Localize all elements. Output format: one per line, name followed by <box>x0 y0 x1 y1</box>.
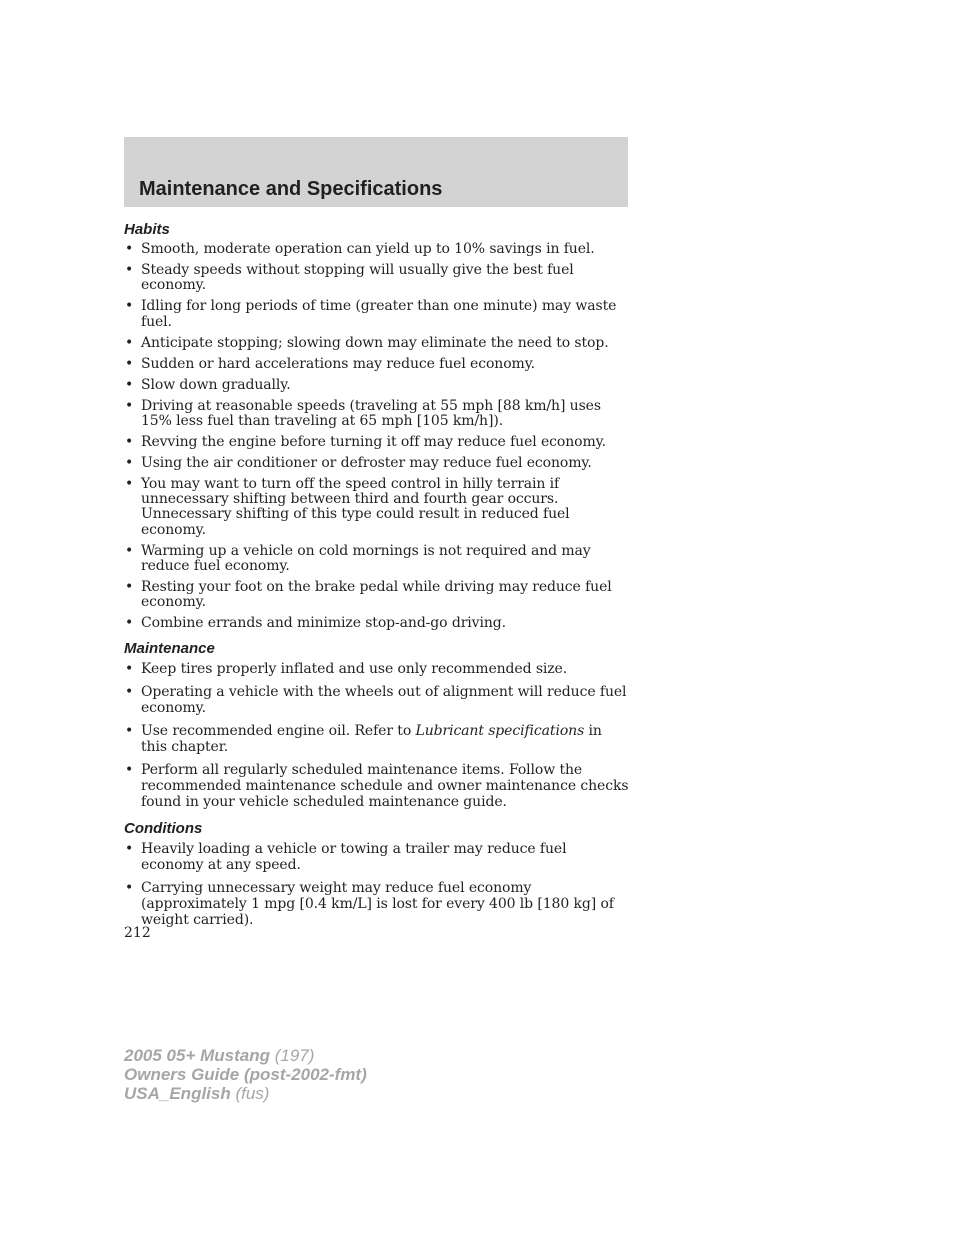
footer-line-model: 2005 05+ Mustang (197) <box>124 1046 315 1065</box>
list-item: • Resting your foot on the brake pedal while driving may reduce fuel economy. <box>124 580 630 611</box>
list-item: • You may want to turn off the speed control in hilly terrain if unnecessary shifting between third and fourth gear occurs. Unnecessary shifting of this type could result in reduced fuel economy. <box>124 477 630 538</box>
footer-line-locale: USA_English (fus) <box>124 1084 270 1103</box>
lubricant-specifications-reference: Lubricant specifications <box>415 723 585 740</box>
habits-heading: Habits <box>124 221 170 238</box>
list-item: • Anticipate stopping; slowing down may eliminate the need to stop. <box>124 336 630 351</box>
list-item: • Operating a vehicle with the wheels out of alignment will reduce fuel economy. <box>124 684 630 716</box>
section-header-band <box>124 137 628 207</box>
list-item-oil <box>124 723 630 755</box>
page-number: 212 <box>124 925 151 941</box>
list-item: • Slow down gradually. <box>124 378 630 393</box>
list-item: • Using the air conditioner or defroster may reduce fuel economy. <box>124 456 630 471</box>
footer-line-guide: Owners Guide (post-2002-fmt) <box>124 1065 367 1084</box>
list-item: • Sudden or hard accelerations may reduce fuel economy. <box>124 357 630 372</box>
oil-text-after: in this chapter. <box>141 723 602 756</box>
list-item: • Idling for long periods of time (greater than one minute) may waste fuel. <box>124 299 630 330</box>
maintenance-list <box>124 661 630 810</box>
list-item: • Driving at reasonable speeds (traveling at 55 mph [88 km/h] uses 15% less fuel than traveling at 65 mph [105 km/h]). <box>124 399 630 430</box>
conditions-heading: Conditions <box>124 820 203 838</box>
list-item: • Heavily loading a vehicle or towing a trailer may reduce fuel economy at any speed. <box>124 841 630 873</box>
section-title: Maintenance and Specifications <box>139 178 443 200</box>
list-item: • Perform all regularly scheduled maintenance items. Follow the recommended maintenance schedule and owner maintenance checks found in your vehicle scheduled maintenance guide. <box>124 762 630 810</box>
document-footer <box>124 1046 367 1103</box>
main-content <box>124 218 630 935</box>
list-item: • Carrying unnecessary weight may reduce fuel economy (approximately 1 mpg [0.4 km/L] is lost for every 400 lb [180 kg] of weight carried). <box>124 880 630 928</box>
list-item: • Warming up a vehicle on cold mornings is not required and may reduce fuel economy. <box>124 544 630 575</box>
habits-list <box>124 242 630 631</box>
list-item: • Keep tires properly inflated and use only recommended size. <box>124 661 630 677</box>
list-item: • Combine errands and minimize stop-and-go driving. <box>124 616 630 631</box>
list-item: • Revving the engine before turning it off may reduce fuel economy. <box>124 435 630 450</box>
list-item: • Steady speeds without stopping will usually give the best fuel economy. <box>124 263 630 294</box>
list-item: • Smooth, moderate operation can yield up to 10% savings in fuel. <box>124 242 630 257</box>
maintenance-heading: Maintenance <box>124 640 215 658</box>
oil-text-before: Use recommended engine oil. Refer to <box>141 723 416 740</box>
conditions-list <box>124 841 630 928</box>
